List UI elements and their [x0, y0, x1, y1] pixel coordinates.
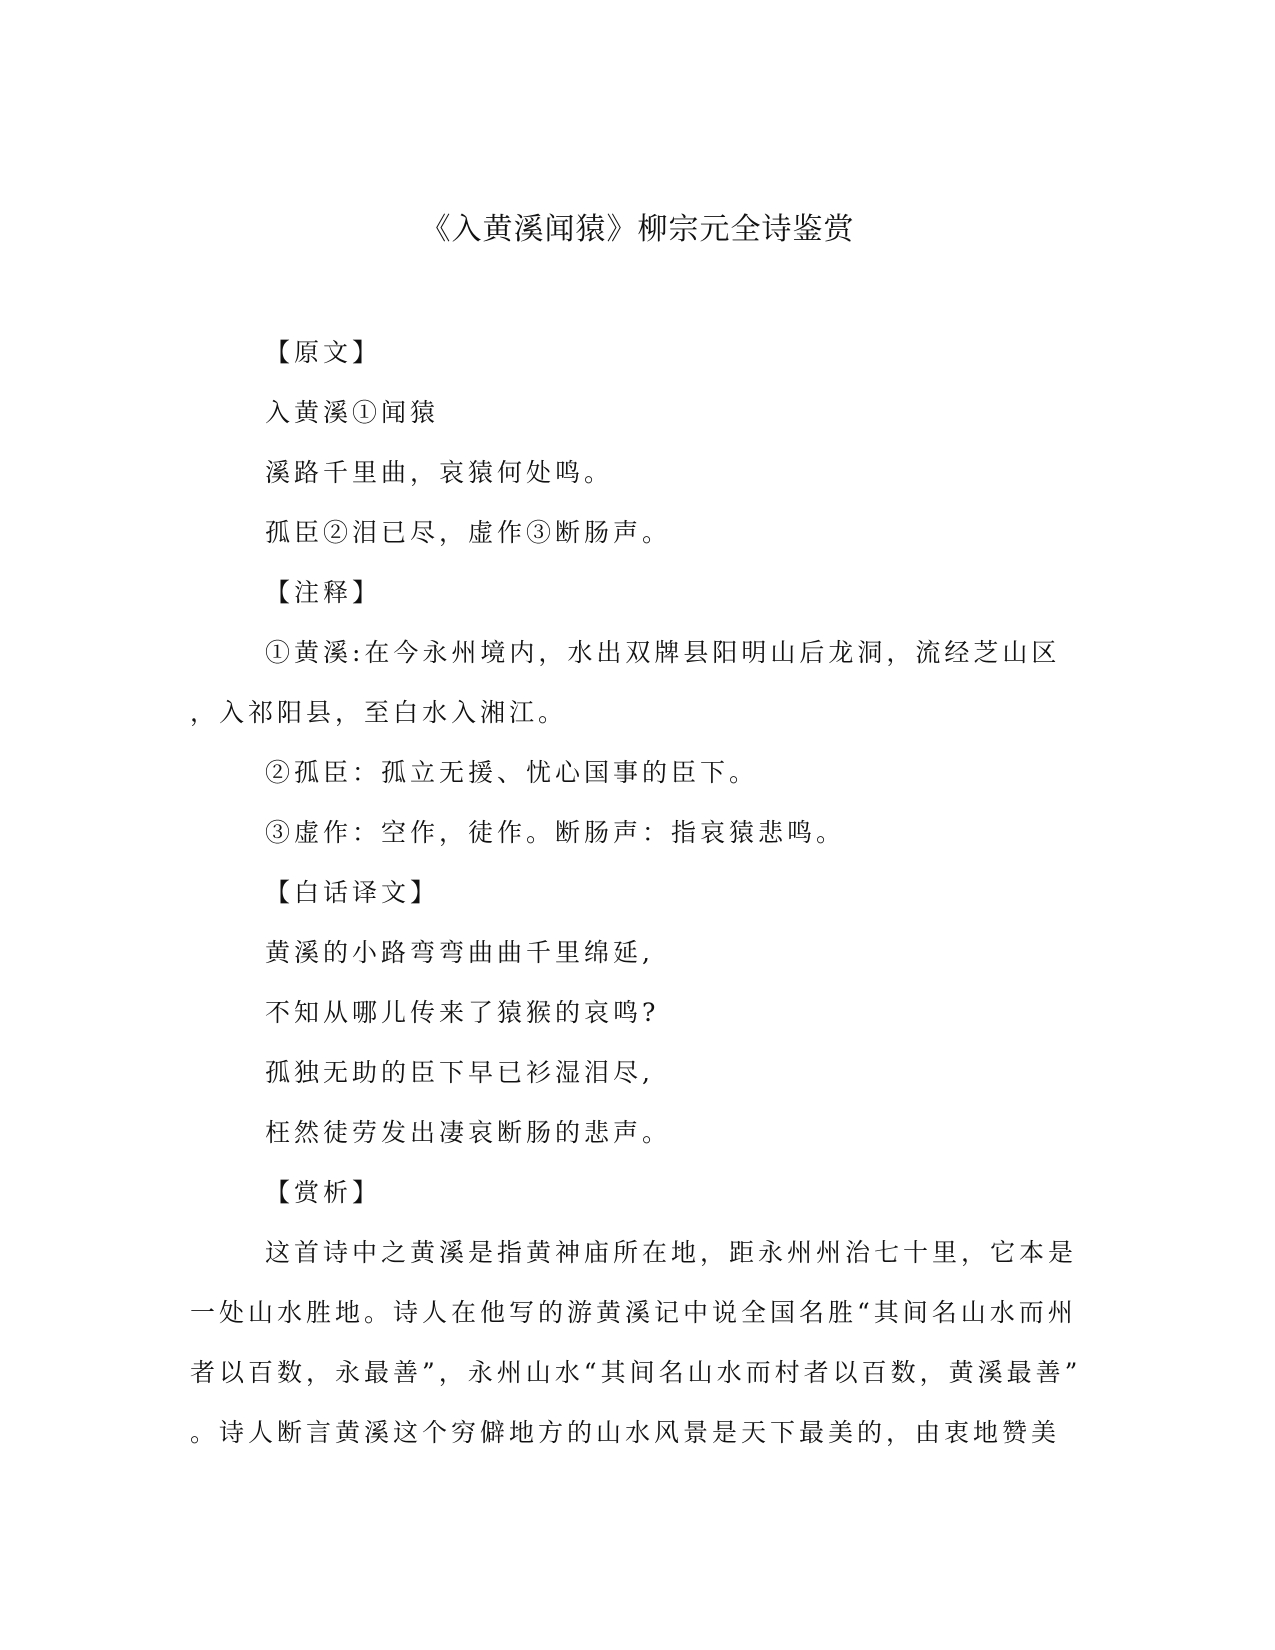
text-line: 孤臣②泪已尽，虚作③断肠声。	[265, 518, 672, 547]
text-line: 。诗人断言黄溪这个穷僻地方的山水风景是天下最美的，由衷地赞美	[190, 1418, 1061, 1447]
text-line: 这首诗中之黄溪是指黄神庙所在地，距永州州治七十里，它本是	[265, 1238, 1078, 1267]
document-body	[190, 323, 1090, 1463]
text-line: 一处山水胜地。诗人在他写的游黄溪记中说全国名胜“其间名山水而州	[190, 1298, 1077, 1327]
text-line: 【赏析】	[265, 1178, 382, 1207]
text-line: 者以百数，永最善”，永州山水“其间名山水而村者以百数，黄溪最善”	[190, 1358, 1082, 1387]
text-line: ，入祁阳县，至白水入湘江。	[190, 698, 568, 727]
text-line: 不知从哪儿传来了猿猴的哀鸣?	[265, 998, 660, 1027]
text-line: ③虚作：空作，徒作。断肠声：指哀猿悲鸣。	[265, 818, 846, 847]
text-line: ①黄溪:在今永州境内，水出双牌县阳明山后龙洞，流经芝山区	[265, 638, 1061, 667]
text-line: 枉然徒劳发出凄哀断肠的悲声。	[265, 1118, 672, 1147]
text-line: 【白话译文】	[265, 878, 440, 907]
document-title: 《入黄溪闻猿》柳宗元全诗鉴赏	[420, 212, 855, 247]
text-line: 黄溪的小路弯弯曲曲千里绵延,	[265, 938, 654, 967]
text-line: 孤独无助的臣下早已衫湿泪尽,	[265, 1058, 654, 1087]
text-line: 【原文】	[265, 338, 382, 367]
text-line: 入黄溪①闻猿	[265, 398, 440, 427]
text-line: 【注释】	[265, 578, 382, 607]
text-line: ②孤臣：孤立无援、忧心国事的臣下。	[265, 758, 759, 787]
text-line: 溪路千里曲，哀猿何处鸣。	[265, 458, 614, 487]
